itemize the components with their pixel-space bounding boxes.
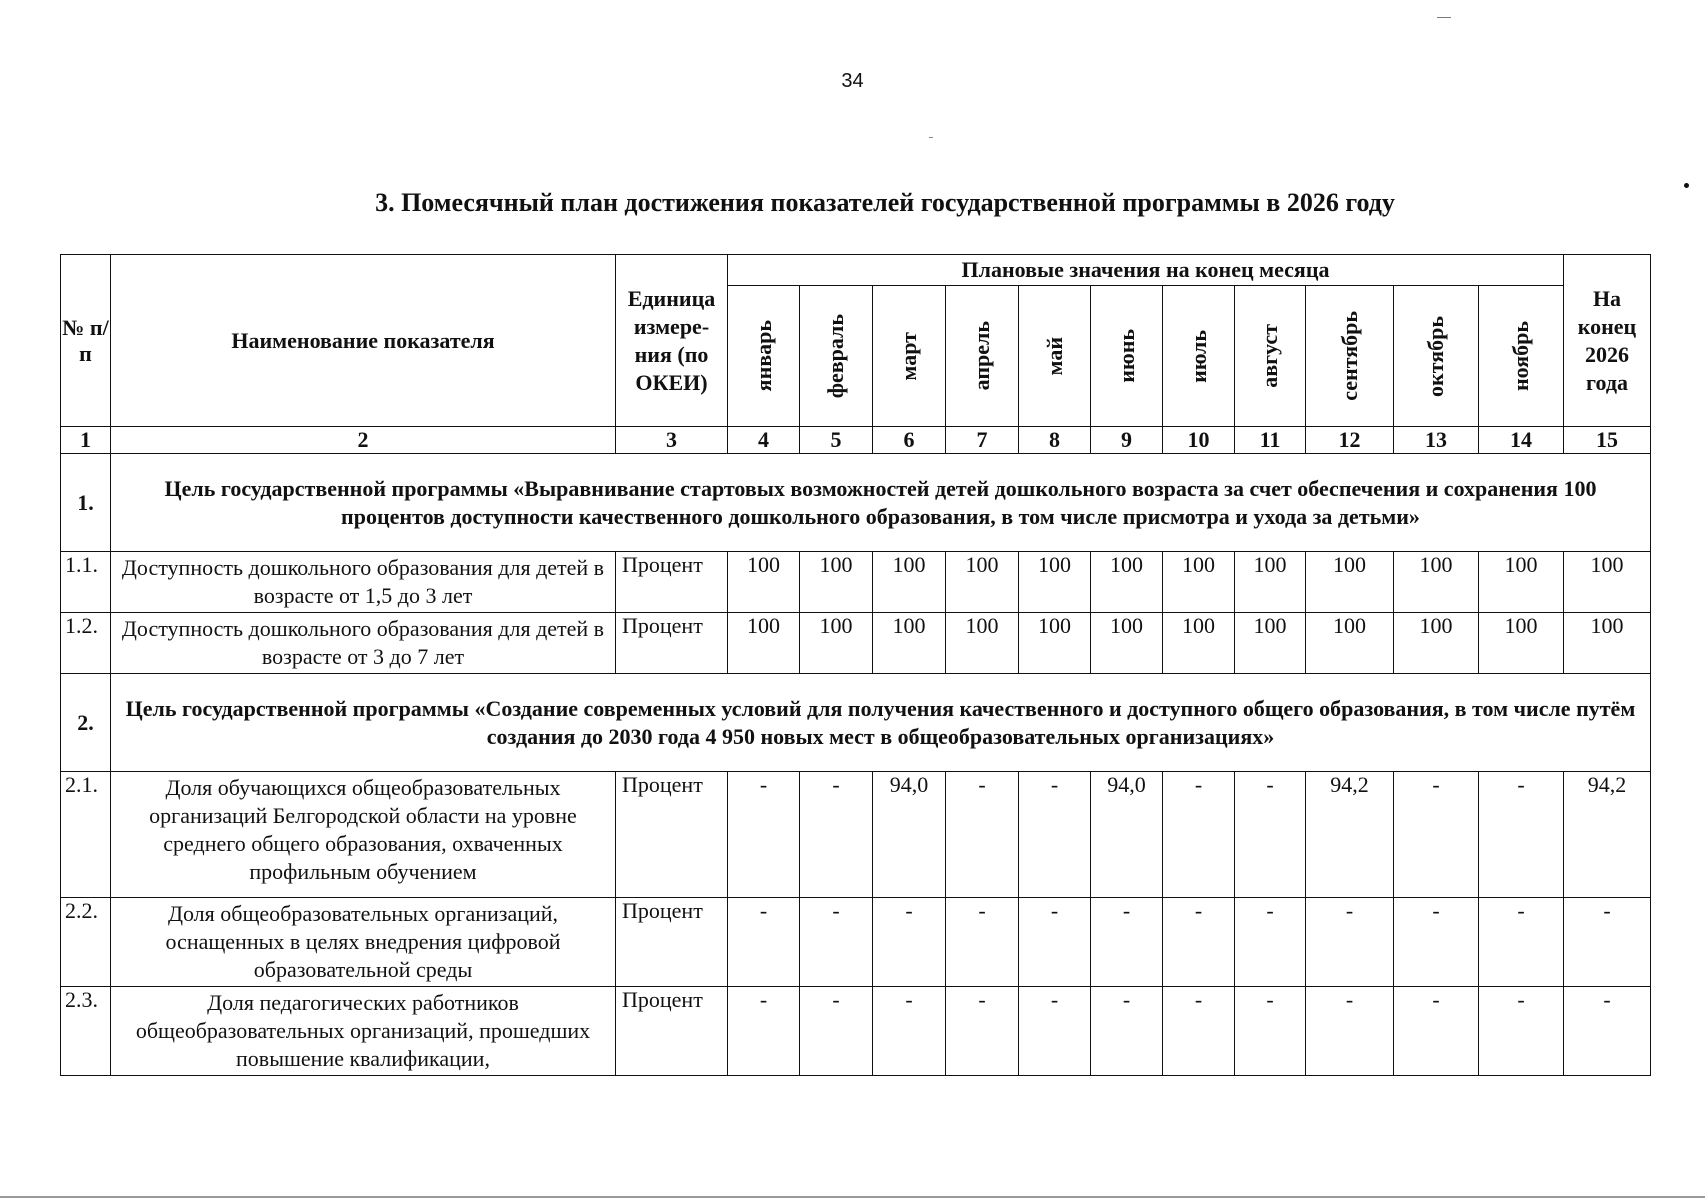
monthly-value: - <box>800 898 873 987</box>
header-month <box>946 286 1019 427</box>
header-month <box>873 286 946 427</box>
header-end-of-year: На конец 2026 года <box>1564 255 1651 427</box>
header-plan-group: Плановые значения на конец месяца <box>728 255 1564 286</box>
monthly-value: 100 <box>1019 613 1091 674</box>
indicator-unit: Процент <box>616 613 728 674</box>
monthly-value: - <box>1394 987 1479 1076</box>
bottom-edge <box>0 1196 1705 1198</box>
indicator-name: Доля общеобразовательных организаций, оснащенных в целях внедрения цифровой образовательной среды <box>111 898 616 987</box>
month-label: апрель <box>969 321 994 391</box>
monthly-value: - <box>1235 772 1306 898</box>
monthly-value: 100 <box>1306 613 1394 674</box>
monthly-value: - <box>1479 987 1564 1076</box>
month-label: март <box>896 331 921 381</box>
monthly-value: - <box>800 772 873 898</box>
end-of-year-value: 100 <box>1564 552 1651 613</box>
monthly-value: - <box>1019 987 1091 1076</box>
monthly-value: 100 <box>1479 613 1564 674</box>
monthly-value: 100 <box>1091 613 1163 674</box>
monthly-value: - <box>1163 772 1235 898</box>
end-of-year-value: - <box>1564 898 1651 987</box>
column-number: 2 <box>111 427 616 454</box>
indicator-unit: Процент <box>616 772 728 898</box>
row-number: 2.3. <box>61 987 111 1076</box>
monthly-value: - <box>946 987 1019 1076</box>
indicator-unit: Процент <box>616 987 728 1076</box>
goal-text: Цель государственной программы «Создание современных условий для получения качественного и доступного общего образования, в том числе путём создания до 2030 года 4 950 новых мест в общеобразовательных организациях» <box>111 674 1651 772</box>
column-number: 9 <box>1091 427 1163 454</box>
month-label: ноябрь <box>1508 320 1533 392</box>
row-number: 2.2. <box>61 898 111 987</box>
column-number: 4 <box>728 427 800 454</box>
monthly-value: 100 <box>800 552 873 613</box>
goal-number: 1. <box>61 454 111 552</box>
column-number: 5 <box>800 427 873 454</box>
header-row-number: № п/п <box>61 255 111 427</box>
header-month <box>1235 286 1306 427</box>
monthly-value: - <box>1091 898 1163 987</box>
column-number: 1 <box>61 427 111 454</box>
table-row <box>61 552 1651 613</box>
month-label: май <box>1041 336 1067 376</box>
monthly-value: - <box>873 898 946 987</box>
header-month <box>1306 286 1394 427</box>
monthly-value: - <box>1163 987 1235 1076</box>
monthly-value: - <box>946 772 1019 898</box>
monthly-value: 100 <box>1163 552 1235 613</box>
monthly-value: 100 <box>728 613 800 674</box>
end-of-year-value: 94,2 <box>1564 772 1651 898</box>
month-label: август <box>1257 324 1282 388</box>
column-number: 8 <box>1019 427 1091 454</box>
monthly-value: - <box>1019 772 1091 898</box>
monthly-value: - <box>1235 898 1306 987</box>
column-number: 12 <box>1306 427 1394 454</box>
monthly-value: 100 <box>1479 552 1564 613</box>
column-number: 11 <box>1235 427 1306 454</box>
table-body <box>61 427 1651 1076</box>
table-row <box>61 613 1651 674</box>
monthly-value: - <box>1394 772 1479 898</box>
scan-mark <box>929 137 933 138</box>
header-month <box>728 286 800 427</box>
monthly-value: - <box>800 987 873 1076</box>
monthly-value: 94,0 <box>1091 772 1163 898</box>
goal-row <box>61 674 1651 772</box>
row-number: 1.2. <box>61 613 111 674</box>
goal-text: Цель государственной программы «Выравнивание стартовых возможностей детей дошкольного возраста за счет обеспечения и сохранения 100 процентов доступности качественного дошкольного образования, в том числе присмотра и ухода за детьми» <box>111 454 1651 552</box>
monthly-value: - <box>1306 898 1394 987</box>
header-month <box>1091 286 1163 427</box>
monthly-value: - <box>1479 898 1564 987</box>
indicator-name: Доступность дошкольного образования для детей в возрасте от 1,5 до 3 лет <box>111 552 616 613</box>
monthly-value: 100 <box>800 613 873 674</box>
indicator-unit: Процент <box>616 898 728 987</box>
goal-number: 2. <box>61 674 111 772</box>
indicator-plan-table <box>60 254 1651 1076</box>
monthly-value: - <box>1306 987 1394 1076</box>
monthly-value: - <box>1019 898 1091 987</box>
table-header <box>61 255 1651 427</box>
indicator-unit: Процент <box>616 552 728 613</box>
monthly-value: - <box>946 898 1019 987</box>
monthly-value: 100 <box>728 552 800 613</box>
header-unit: Единица измере-ния (по ОКЕИ) <box>616 255 728 427</box>
end-of-year-value: - <box>1564 987 1651 1076</box>
header-indicator-name: Наименование показателя <box>111 255 616 427</box>
monthly-value: - <box>1091 987 1163 1076</box>
column-number: 6 <box>873 427 946 454</box>
monthly-value: 100 <box>1394 613 1479 674</box>
month-label: октябрь <box>1423 315 1448 397</box>
column-number: 13 <box>1394 427 1479 454</box>
monthly-value: 100 <box>1019 552 1091 613</box>
table-row <box>61 772 1651 898</box>
monthly-value: 94,2 <box>1306 772 1394 898</box>
row-number: 2.1. <box>61 772 111 898</box>
month-label: январь <box>750 320 776 392</box>
column-number: 15 <box>1564 427 1651 454</box>
column-number: 14 <box>1479 427 1564 454</box>
table-row <box>61 898 1651 987</box>
monthly-value: 100 <box>1163 613 1235 674</box>
header-month <box>800 286 873 427</box>
monthly-value: - <box>728 987 800 1076</box>
monthly-value: 100 <box>1306 552 1394 613</box>
table-row <box>61 987 1651 1076</box>
indicator-name: Доступность дошкольного образования для детей в возрасте от 3 до 7 лет <box>111 613 616 674</box>
monthly-value: 100 <box>1235 552 1306 613</box>
monthly-value: 100 <box>946 552 1019 613</box>
column-number: 3 <box>616 427 728 454</box>
end-of-year-value: 100 <box>1564 613 1651 674</box>
monthly-value: - <box>1163 898 1235 987</box>
header-month <box>1394 286 1479 427</box>
monthly-value: - <box>728 772 800 898</box>
monthly-value: 100 <box>873 613 946 674</box>
monthly-value: - <box>728 898 800 987</box>
scan-mark <box>1437 17 1451 18</box>
indicator-name: Доля педагогических работников общеобразовательных организаций, прошедших повышение квалификации, <box>111 987 616 1076</box>
month-label: июль <box>1185 329 1211 383</box>
month-label: февраль <box>823 313 848 399</box>
monthly-value: - <box>873 987 946 1076</box>
monthly-value: 100 <box>1091 552 1163 613</box>
page-title: 3. Помесячный план достижения показателей государственной программы в 2026 году <box>375 188 1395 217</box>
monthly-value: - <box>1479 772 1564 898</box>
monthly-value: - <box>1394 898 1479 987</box>
monthly-value: 100 <box>1235 613 1306 674</box>
column-number: 7 <box>946 427 1019 454</box>
column-number: 10 <box>1163 427 1235 454</box>
monthly-value: 100 <box>946 613 1019 674</box>
indicator-name: Доля обучающихся общеобразовательных организаций Белгородской области на уровне среднего общего образования, охваченных профильным обучением <box>111 772 616 898</box>
column-number-row <box>61 427 1651 454</box>
goal-row <box>61 454 1651 552</box>
page-number: 34 <box>841 70 864 92</box>
header-month <box>1479 286 1564 427</box>
scan-dot <box>1684 183 1689 188</box>
header-month <box>1163 286 1235 427</box>
monthly-value: 100 <box>1394 552 1479 613</box>
monthly-value: 100 <box>873 552 946 613</box>
month-label: сентябрь <box>1336 311 1362 401</box>
monthly-value: 94,0 <box>873 772 946 898</box>
row-number: 1.1. <box>61 552 111 613</box>
monthly-value: - <box>1235 987 1306 1076</box>
header-month <box>1019 286 1091 427</box>
month-label: июнь <box>1113 329 1139 383</box>
